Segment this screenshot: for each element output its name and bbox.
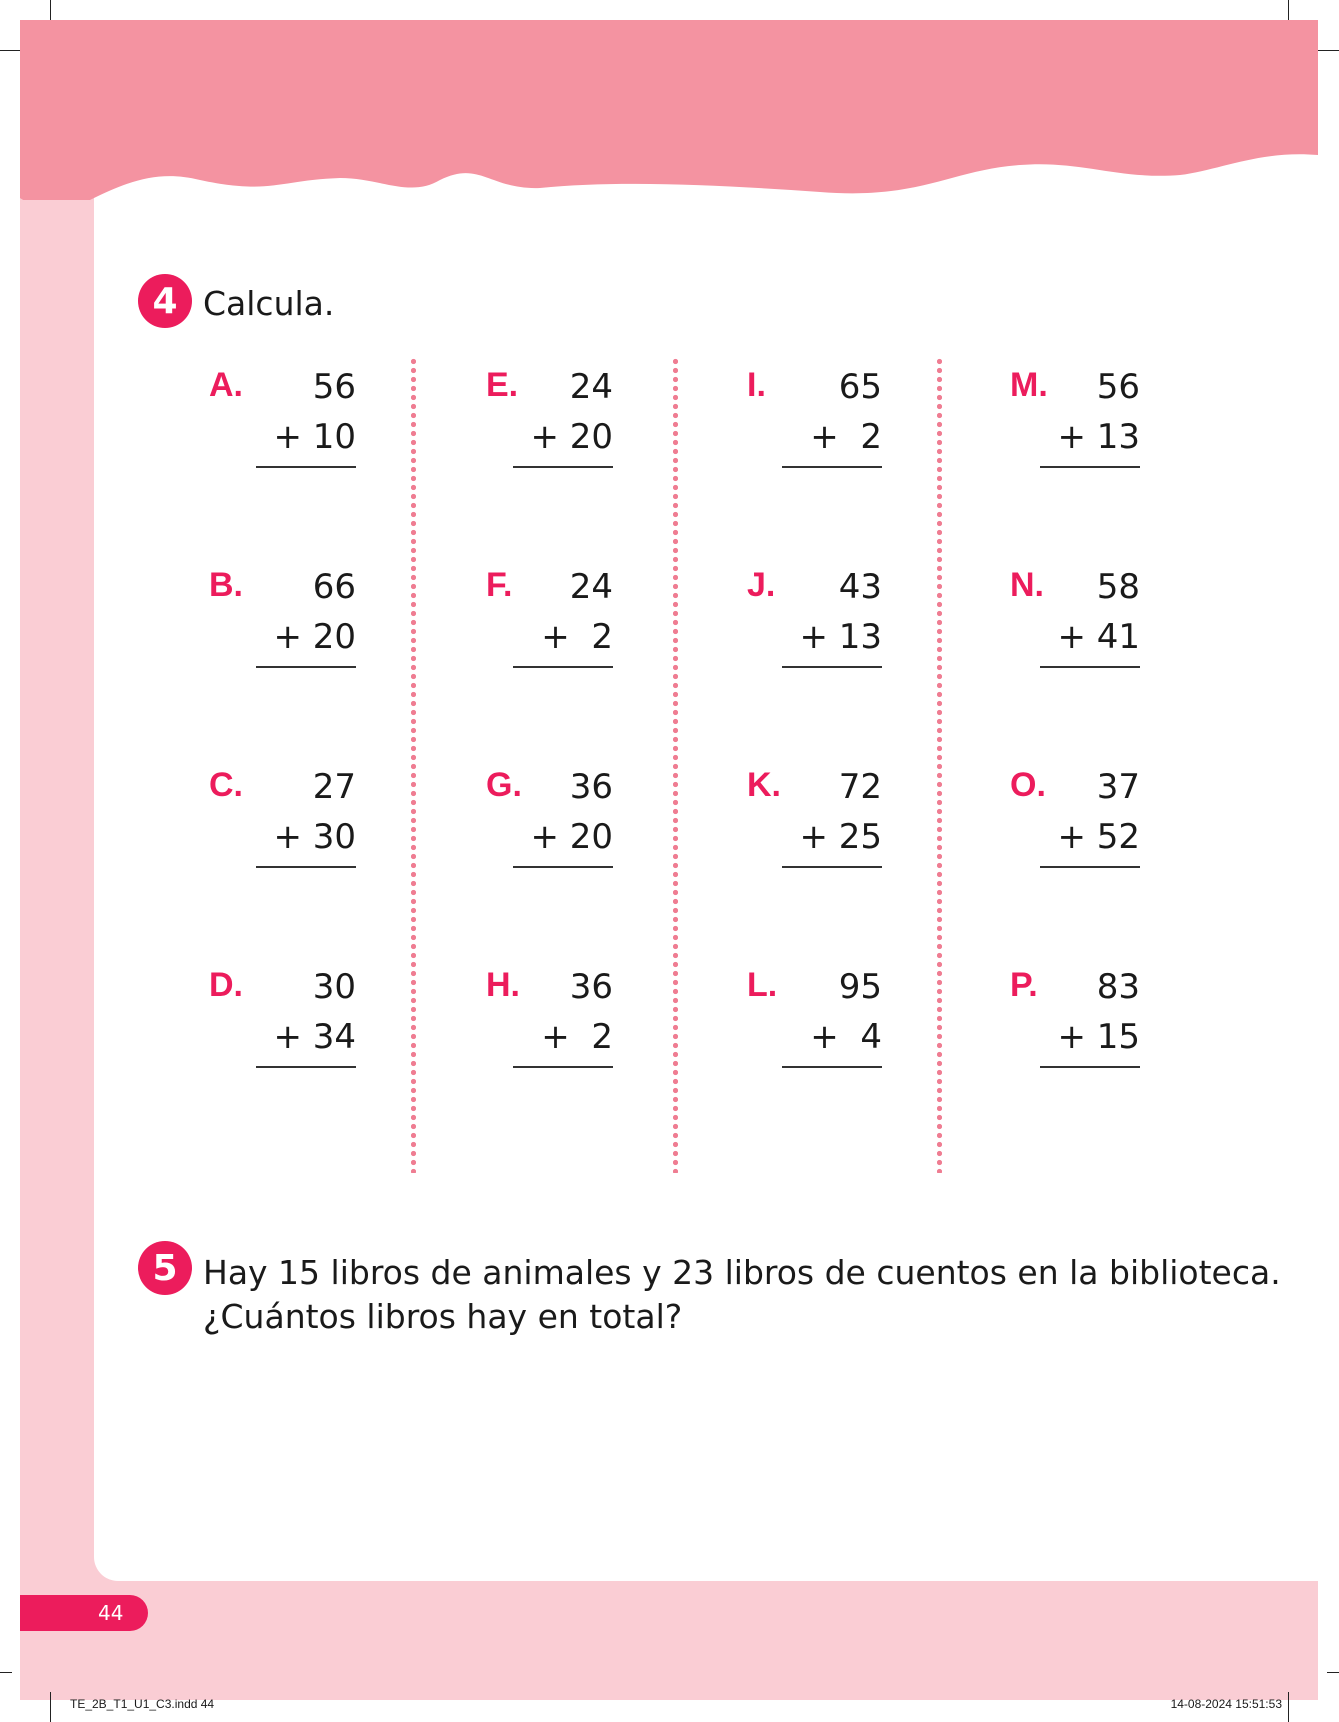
addend-top: 95 <box>838 967 882 1007</box>
answer-line <box>1040 466 1140 468</box>
addend-top: 27 <box>312 767 356 807</box>
problem-label: D. <box>209 966 243 1004</box>
addend-bottom: + 25 <box>799 817 882 857</box>
answer-line <box>1040 666 1140 668</box>
crop-mark <box>0 1672 12 1673</box>
crop-mark <box>1288 1692 1289 1722</box>
answer-line <box>513 466 613 468</box>
exercise-5-line1: Hay 15 libros de animales y 23 libros de cuentos en la biblioteca. <box>203 1253 1281 1292</box>
problem-label: H. <box>486 966 520 1004</box>
addend-top: 56 <box>312 367 356 407</box>
problem-label: G. <box>486 766 522 804</box>
footer-file: TE_2B_T1_U1_C3.indd 44 <box>70 1697 215 1711</box>
answer-line <box>256 866 356 868</box>
addend-bottom: + 13 <box>1057 417 1140 457</box>
dotted-divider <box>673 357 678 1173</box>
addend-bottom: + 34 <box>273 1017 356 1057</box>
problem-label: C. <box>209 766 243 804</box>
crop-mark <box>1318 50 1339 51</box>
addend-bottom: + 41 <box>1057 617 1140 657</box>
footer-datetime: 14-08-2024 15:51:53 <box>1170 1697 1282 1711</box>
answer-line <box>256 666 356 668</box>
problem-label: F. <box>486 566 513 604</box>
addend-top: 30 <box>312 967 356 1007</box>
exercise-4-badge: 4 <box>138 274 192 328</box>
addend-bottom: + 2 <box>810 417 882 457</box>
addend-top: 58 <box>1096 567 1140 607</box>
addend-bottom: + 20 <box>530 817 613 857</box>
answer-line <box>782 466 882 468</box>
addend-top: 83 <box>1096 967 1140 1007</box>
addend-top: 56 <box>1096 367 1140 407</box>
addend-bottom: + 2 <box>541 617 613 657</box>
problem-label: N. <box>1010 566 1044 604</box>
addend-top: 24 <box>569 367 613 407</box>
problem-label: J. <box>747 566 776 604</box>
addend-bottom: + 2 <box>541 1017 613 1057</box>
problem-label: K. <box>747 766 781 804</box>
exercise-5-line2: ¿Cuántos libros hay en total? <box>203 1297 683 1336</box>
addend-bottom: + 15 <box>1057 1017 1140 1057</box>
problem-label: M. <box>1010 366 1048 404</box>
problem-label: O. <box>1010 766 1046 804</box>
addend-bottom: + 52 <box>1057 817 1140 857</box>
addend-bottom: + 20 <box>530 417 613 457</box>
addend-top: 66 <box>312 567 356 607</box>
answer-line <box>256 466 356 468</box>
problem-label: I. <box>747 366 766 404</box>
addend-top: 43 <box>838 567 882 607</box>
page-number: 44 <box>20 1595 148 1631</box>
addend-top: 65 <box>838 367 882 407</box>
crop-mark <box>0 50 20 51</box>
addend-bottom: + 10 <box>273 417 356 457</box>
addend-top: 36 <box>569 767 613 807</box>
addend-bottom: + 13 <box>799 617 882 657</box>
addend-bottom: + 20 <box>273 617 356 657</box>
crop-mark <box>50 1692 51 1722</box>
crop-mark <box>50 0 51 20</box>
problem-label: L. <box>747 966 778 1004</box>
addend-top: 72 <box>838 767 882 807</box>
addend-top: 24 <box>569 567 613 607</box>
answer-line <box>513 666 613 668</box>
answer-line <box>782 866 882 868</box>
addend-bottom: + 30 <box>273 817 356 857</box>
crop-mark <box>1327 1672 1339 1673</box>
answer-line <box>256 1066 356 1068</box>
addend-top: 37 <box>1096 767 1140 807</box>
answer-line <box>513 866 613 868</box>
answer-line <box>513 1066 613 1068</box>
answer-line <box>782 1066 882 1068</box>
answer-line <box>782 666 882 668</box>
problem-label: P. <box>1010 966 1038 1004</box>
top-wave-band <box>20 20 1318 200</box>
exercise-5-badge: 5 <box>138 1241 192 1295</box>
dotted-divider <box>937 357 942 1173</box>
problem-label: B. <box>209 566 243 604</box>
dotted-divider <box>411 357 416 1173</box>
answer-line <box>1040 866 1140 868</box>
addend-bottom: + 4 <box>810 1017 882 1057</box>
exercise-4-instruction: Calcula. <box>203 284 335 323</box>
addend-top: 36 <box>569 967 613 1007</box>
answer-line <box>1040 1066 1140 1068</box>
problem-label: E. <box>486 366 519 404</box>
problem-label: A. <box>209 366 243 404</box>
crop-mark <box>1288 0 1289 20</box>
